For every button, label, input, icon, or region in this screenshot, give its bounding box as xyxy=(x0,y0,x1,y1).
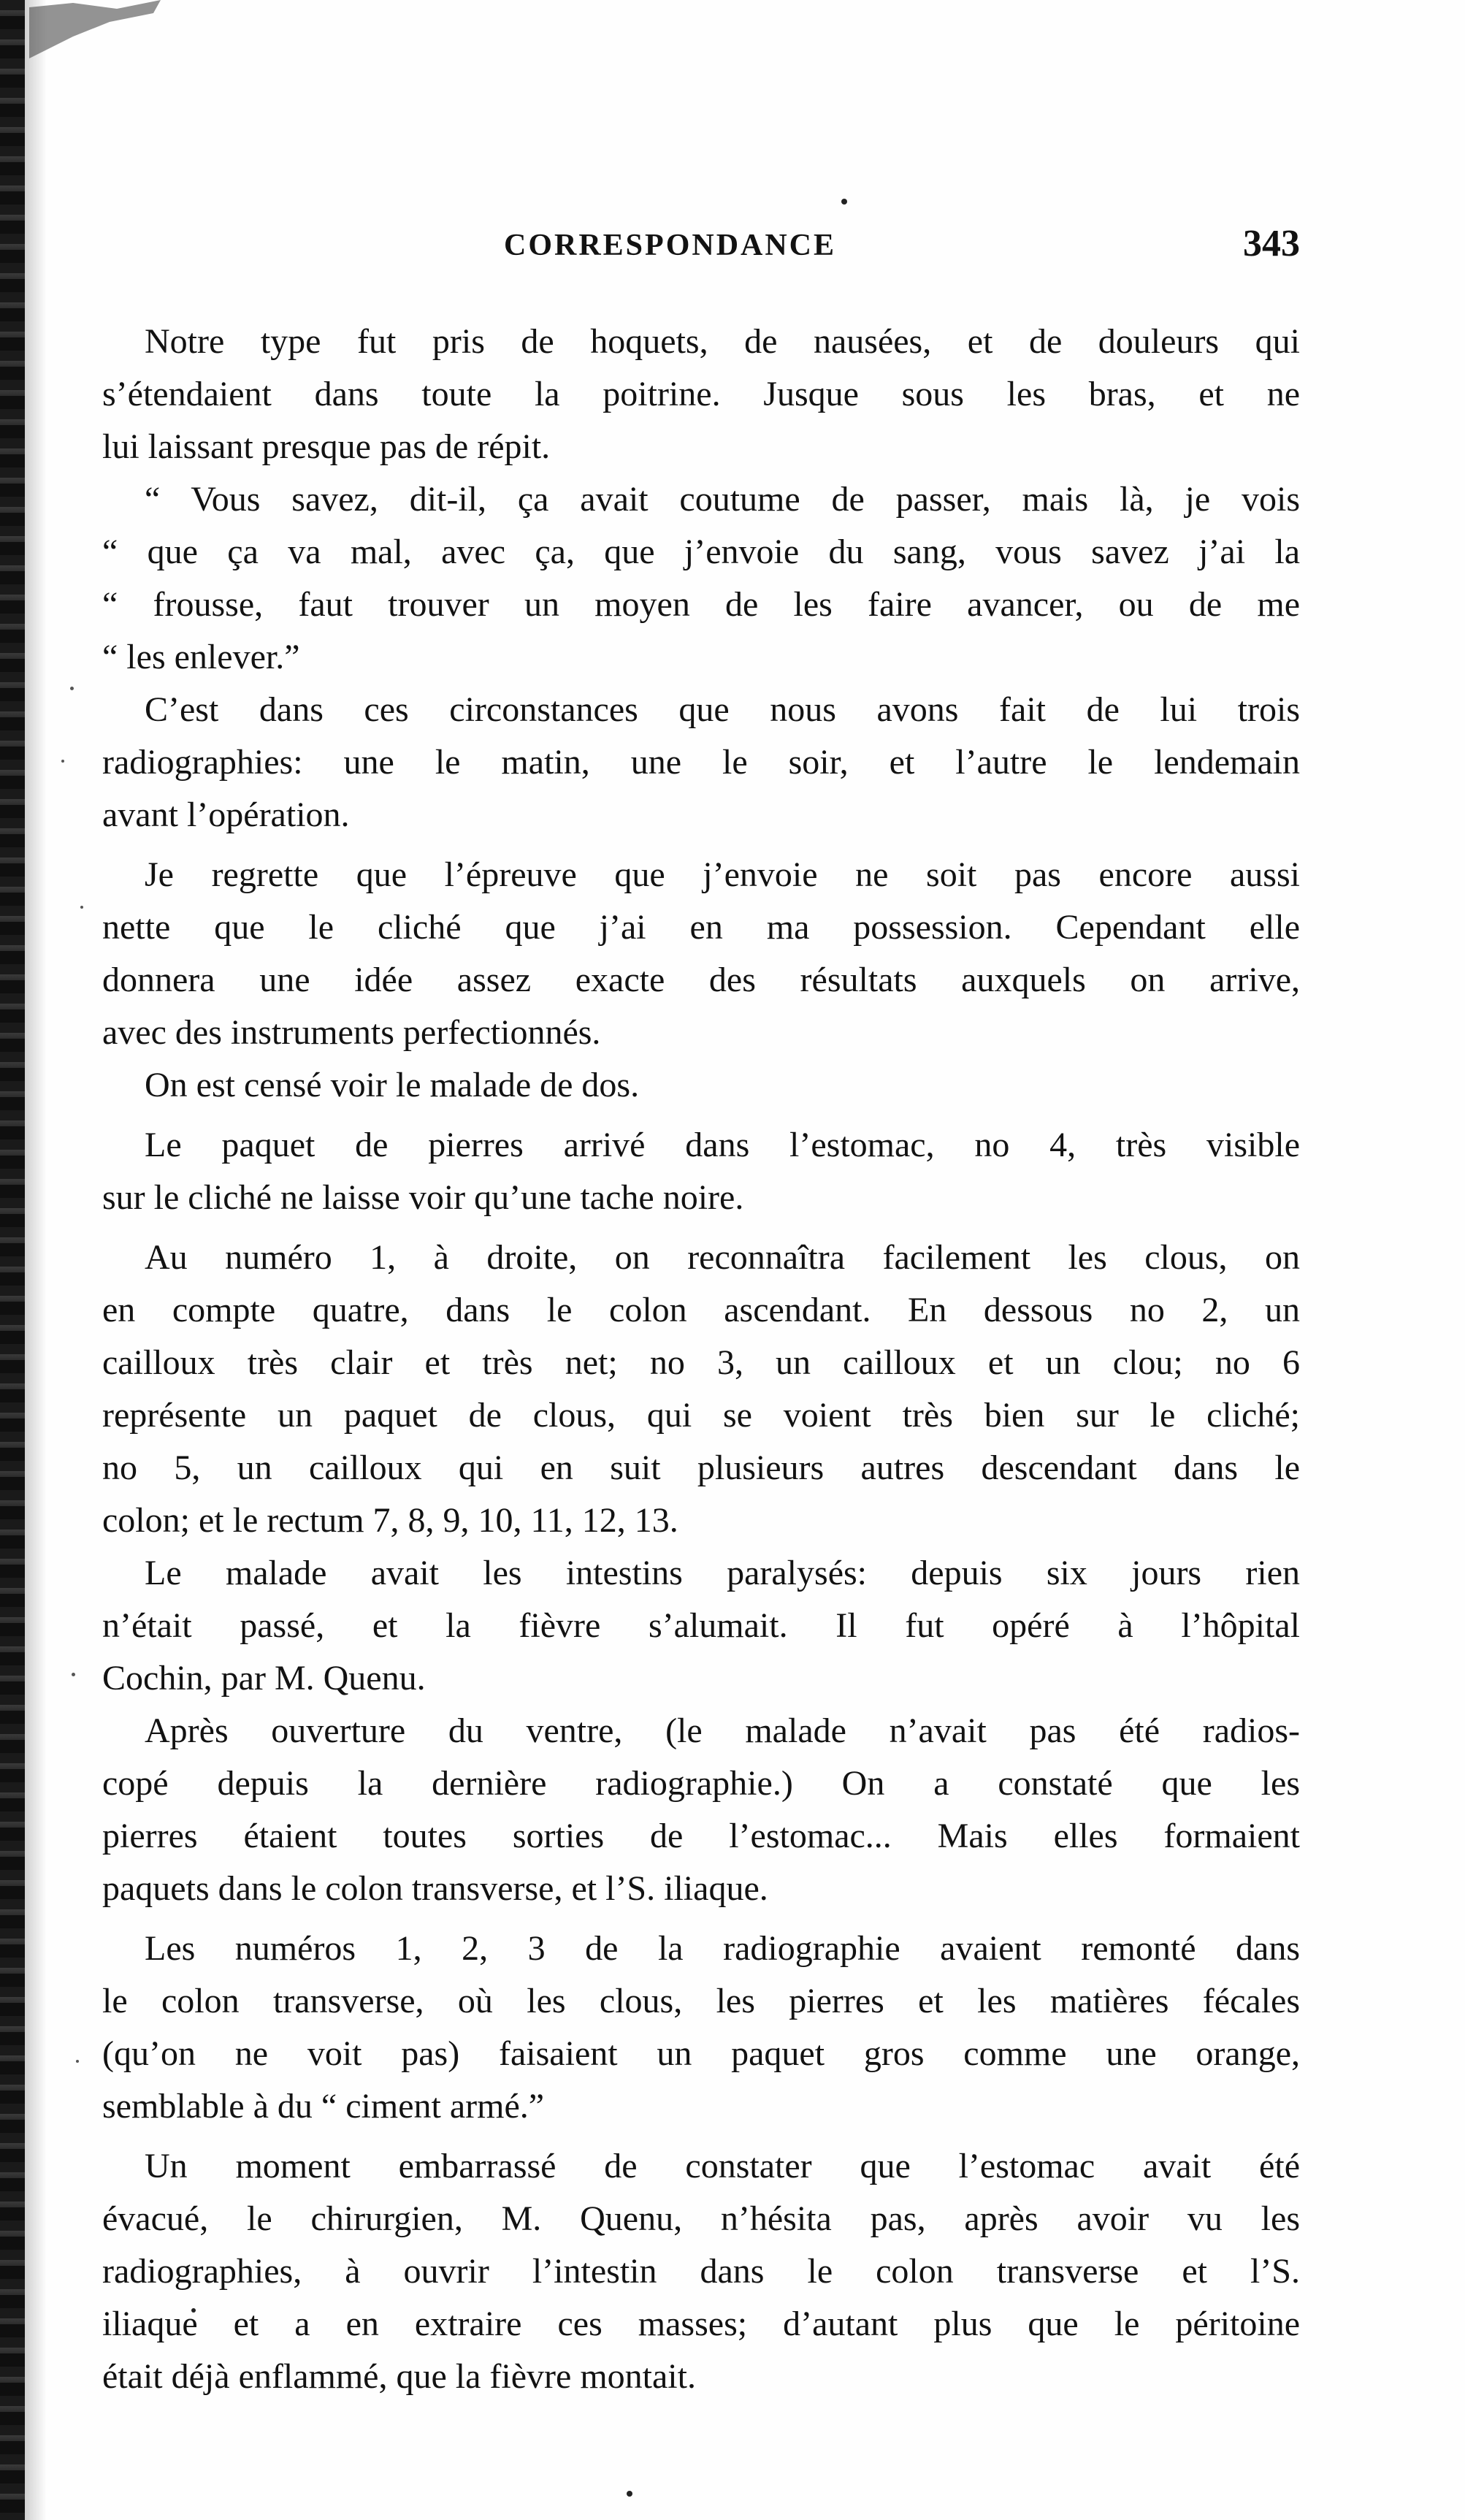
text-line: pierres étaient toutes sorties de l’estomac... Mais elles formaient xyxy=(102,1817,1300,1855)
text-line: paquets dans le colon transverse, et l’S. iliaque. xyxy=(102,1869,768,1908)
top-dot-mark xyxy=(841,199,847,205)
text-line: Après ouverture du ventre, (le malade n’avait pas été radios- xyxy=(145,1711,1300,1750)
text-line: était déjà enflammé, que la fièvre montait. xyxy=(102,2357,696,2396)
text-line: le colon transverse, où les clous, les pierres et les matières fécales xyxy=(102,1982,1300,2020)
text-line: C’est dans ces circonstances que nous avons fait de lui trois xyxy=(145,690,1300,729)
running-header xyxy=(102,223,1300,279)
text-line: nette que le cliché que j’ai en ma possession. Cependant elle xyxy=(102,908,1300,947)
text-line: “ frousse, faut trouver un moyen de les faire avancer, ou de me xyxy=(102,585,1300,624)
text-line: Un moment embarrassé de constater que l’estomac avait été xyxy=(145,2147,1300,2185)
text-line: Les numéros 1, 2, 3 de la radiographie avaient remonté dans xyxy=(145,1929,1300,1968)
text-line: Je regrette que l’épreuve que j’envoie ne soit pas encore aussi xyxy=(145,855,1300,894)
text-line: no 5, un cailloux qui en suit plusieurs autres descendant dans le xyxy=(102,1448,1300,1487)
text-line: lui laissant presque pas de répit. xyxy=(102,427,551,466)
text-line: copé depuis la dernière radiographie.) On a constaté que les xyxy=(102,1764,1300,1803)
text-line: “ que ça va mal, avec ça, que j’envoie du sang, vous savez j’ai la xyxy=(102,532,1300,571)
margin-speck xyxy=(76,2060,79,2063)
text-line: “ les enlever.” xyxy=(102,638,300,676)
page-number: 343 xyxy=(1243,223,1300,264)
text-line: Notre type fut pris de hoquets, de nausées, et de douleurs qui xyxy=(145,322,1300,361)
text-line: “ Vous savez, dit-il, ça avait coutume de passer, mais là, je vois xyxy=(145,480,1300,519)
text-line: Cochin, par M. Quenu. xyxy=(102,1659,426,1698)
margin-speck xyxy=(61,760,64,763)
text-line: évacué, le chirurgien, M. Quenu, n’hésita pas, après avoir vu les xyxy=(102,2199,1300,2238)
text-line: cailloux très clair et très net; no 3, un cailloux et un clou; no 6 xyxy=(102,1343,1300,1382)
text-line: n’était passé, et la fièvre s’alumait. Il fut opéré à l’hôpital xyxy=(102,1606,1300,1645)
text-line: Le paquet de pierres arrivé dans l’estomac, no 4, très visible xyxy=(145,1126,1300,1164)
text-line: en compte quatre, dans le colon ascendant. En dessous no 2, un xyxy=(102,1291,1300,1329)
body-text xyxy=(102,316,1300,2403)
text-line: représente un paquet de clous, qui se voient très bien sur le cliché; xyxy=(102,1396,1300,1435)
binding-edge xyxy=(0,0,25,2520)
text-line: avec des instruments perfectionnés. xyxy=(102,1013,601,1052)
text-line: radiographies: une le matin, une le soir, et l’autre le lendemain xyxy=(102,743,1300,782)
text-line: iliaque et a en extraire ces masses; d’autant plus que le péritoine xyxy=(102,2305,1300,2343)
margin-speck xyxy=(72,1673,75,1676)
text-line: semblable à du “ ciment armé.” xyxy=(102,2087,545,2126)
text-line: Le malade avait les intestins paralysés: depuis six jours rien xyxy=(145,1554,1300,1592)
text-line: donnera une idée assez exacte des résultats auxquels on arrive, xyxy=(102,961,1300,999)
text-line: avant l’opération. xyxy=(102,795,350,834)
running-title: CORRESPONDANCE xyxy=(504,229,837,262)
margin-speck xyxy=(80,906,83,909)
corner-smudge xyxy=(29,0,175,66)
margin-speck xyxy=(70,687,74,690)
text-line: sur le cliché ne laisse voir qu’une tache noire. xyxy=(102,1178,744,1217)
text-line: (qu’on ne voit pas) faisaient un paquet gros comme une orange, xyxy=(102,2034,1300,2073)
text-line: s’étendaient dans toute la poitrine. Jusque sous les bras, et ne xyxy=(102,375,1300,413)
text-line: Au numéro 1, à droite, on reconnaîtra facilement les clous, on xyxy=(145,1238,1300,1277)
bottom-dot-mark xyxy=(627,2491,632,2497)
text-line: On est censé voir le malade de dos. xyxy=(145,1066,640,1104)
text-line: colon; et le rectum 7, 8, 9, 10, 11, 12, 13. xyxy=(102,1501,678,1540)
text-line: radiographies, à ouvrir l’intestin dans le colon transverse et l’S. xyxy=(102,2252,1300,2291)
